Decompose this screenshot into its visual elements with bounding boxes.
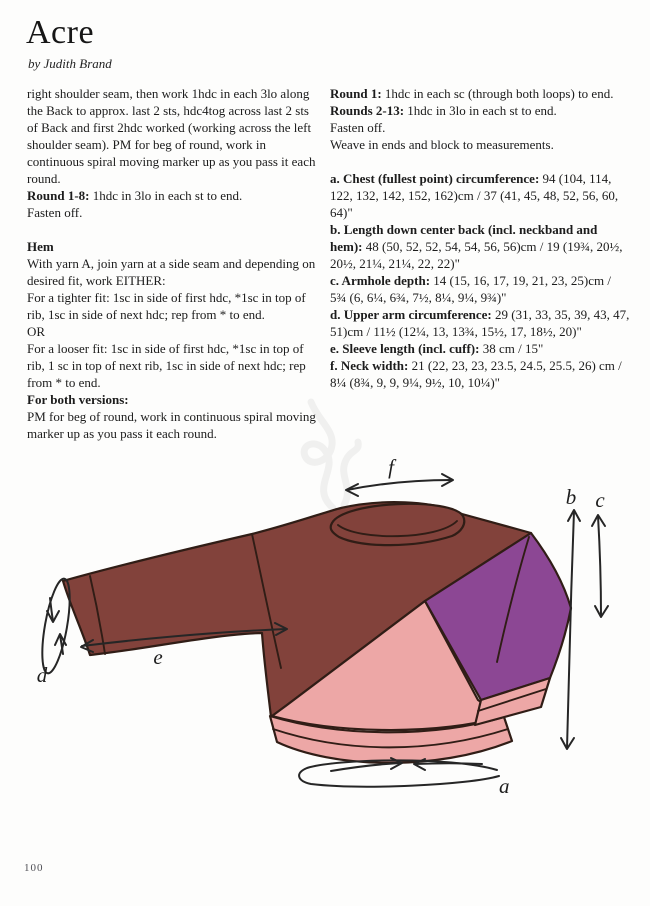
measurement-length-value: 48 (50, 52, 52, 54, 54, 56, 56)cm / 19 (19¾, 20½, 20½, 21¼, 21¼, 22, 22)"	[330, 239, 623, 271]
measurement-armhole	[330, 272, 630, 306]
round-1-instruction	[330, 85, 630, 102]
measurement-neck-value: 21 (22, 23, 23, 23.5, 24.5, 25.5, 26) cm / 8¼ (8¾, 9, 9, 9¼, 9½, 10, 10¼)"	[330, 358, 622, 390]
round-1-8-instruction	[27, 187, 319, 204]
round-1-text: 1hdc in each sc (through both loops) to end.	[381, 86, 614, 101]
measurement-armhole-label: c. Armhole depth:	[330, 273, 431, 288]
measure-arrow-c	[592, 515, 608, 617]
both-versions-heading	[27, 391, 319, 408]
measure-label-c: c	[595, 488, 605, 512]
hem-heading	[27, 238, 319, 255]
rounds-2-13-instruction	[330, 102, 630, 119]
spacer	[27, 221, 319, 238]
measurement-sleeve-label: e. Sleeve length (incl. cuff):	[330, 341, 480, 356]
hem-heading-text: Hem	[27, 239, 54, 254]
both-versions-label: For both versions:	[27, 392, 129, 407]
measurement-chest-label: a. Chest (fullest point) circumference:	[330, 171, 540, 186]
page-title: Acre	[26, 14, 95, 51]
round-1-8-text: 1hdc in 3lo in each st to end.	[89, 188, 243, 203]
measure-label-d: d	[36, 663, 48, 687]
measure-label-a: a	[499, 774, 510, 798]
measurement-upper-arm-value: 29 (31, 33, 35, 39, 43, 47, 51)cm / 11½ (12¼, 13, 13¾, 15½, 17, 18½, 20)"	[330, 307, 630, 339]
continuation-paragraph: right shoulder seam, then work 1hdc in each 3lo along the Back to approx. last 2 sts, hdc4tog across last 2 sts of Back and first 2hdc worked (working across the left shoulder seam). PM for beg of round, work in continuous spiral moving marker up as you pass it each round.	[27, 86, 316, 186]
measurement-sleeve-value: 38 cm / 15"	[479, 341, 544, 356]
measurement-armhole-value: 14 (15, 16, 17, 19, 21, 23, 25)cm / 5¾ (6, 6¼, 6¾, 7½, 8¼, 9¼, 9¾)"	[330, 273, 611, 305]
right-column	[330, 85, 630, 391]
hem-intro: With yarn A, join yarn at a side seam and depending on desired fit, work EITHER:	[27, 256, 316, 288]
byline: by Judith Brand	[28, 56, 112, 71]
measurement-chest-value: 94 (104, 114, 122, 132, 142, 152, 162)cm / 37 (41, 45, 48, 52, 56, 60, 64)"	[330, 171, 619, 220]
looser-fit-instruction: For a looser fit: 1sc in side of first hdc, *1sc in top of rib, 1 sc in top of next rib, 1sc in side of next hdc; rep from * to end.	[27, 341, 306, 390]
measure-arrow-f	[346, 474, 453, 496]
round-1-label: Round 1:	[330, 86, 382, 101]
measure-label-f: f	[388, 455, 394, 479]
measurement-chest	[330, 170, 630, 221]
measurement-neck	[330, 357, 630, 391]
left-column	[27, 85, 319, 442]
page-number: 100	[24, 862, 44, 874]
measurement-sleeve	[330, 340, 630, 357]
measure-label-b: b	[565, 485, 577, 509]
fasten-off-right: Fasten off.	[330, 120, 386, 135]
fasten-off-left: Fasten off.	[27, 205, 83, 220]
or-divider: OR	[27, 324, 46, 339]
measurement-length-label: b. Length down center back (incl. neckband and hem):	[330, 222, 598, 254]
measurement-length	[330, 221, 630, 272]
rounds-2-13-label: Rounds 2-13:	[330, 103, 405, 118]
measurement-upper-arm-label: d. Upper arm circumference:	[330, 307, 492, 322]
measure-label-e: e	[153, 645, 163, 669]
tighter-fit-instruction: For a tighter fit: 1sc in side of first hdc, *1sc in top of rib, 1sc in side of next hdc; rep from * to end.	[27, 290, 306, 322]
measure-arrow-a	[299, 758, 499, 787]
measurement-upper-arm	[330, 306, 630, 340]
weave-in-ends: Weave in ends and block to measurements.	[330, 137, 554, 152]
measurement-neck-label: f. Neck width:	[330, 358, 409, 373]
measure-arrow-d	[37, 577, 75, 675]
spacer	[330, 153, 630, 170]
rounds-2-13-text: 1hdc in 3lo in each st to end.	[404, 103, 557, 118]
both-versions-text: PM for beg of round, work in continuous spiral moving marker up as you pass it each round.	[27, 409, 316, 441]
round-1-8-label: Round 1-8:	[27, 188, 90, 203]
